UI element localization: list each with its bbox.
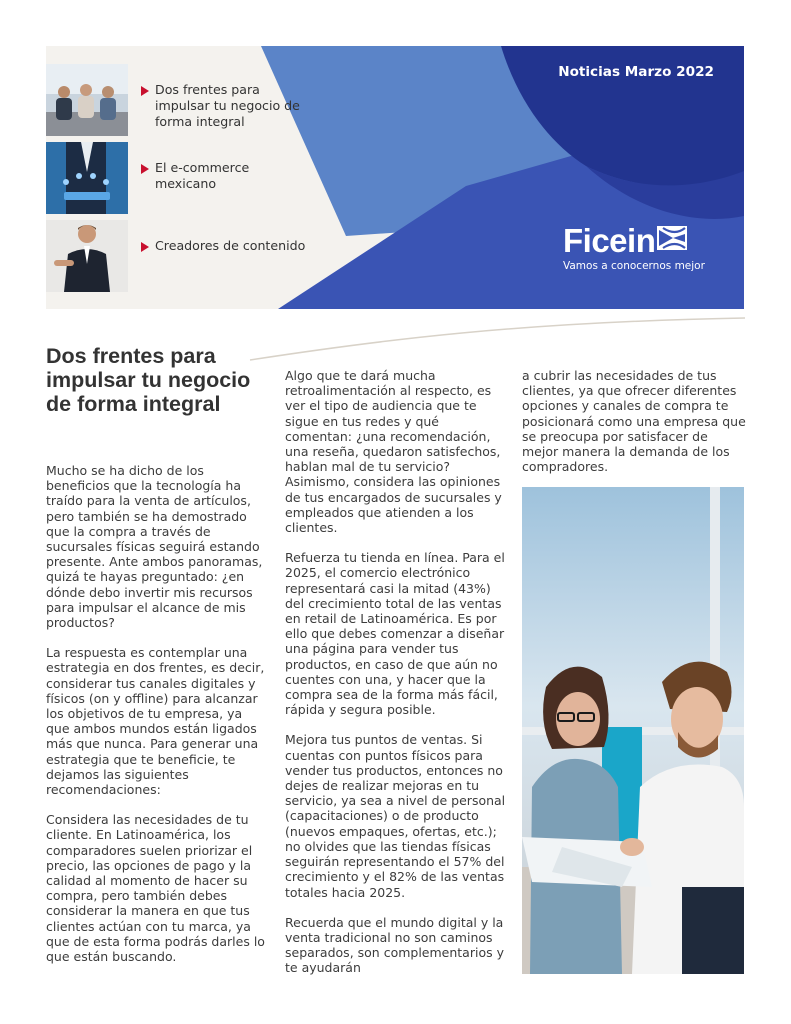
ficein-logo [563, 224, 705, 272]
toc-item-label: El e-commerce mexicano [155, 160, 250, 191]
paragraph: a cubrir las necesidades de tus clientes, ya que ofrecer diferentes opciones y canales de compra te posicionará como una empresa que se preocupa por satisfacer de mejor manera la demanda de los compradores. [522, 368, 746, 475]
logo-mark-icon [657, 224, 687, 258]
paragraph: Mejora tus puntos de ventas. Si cuentas con puntos físicos para vender tus productos, entonces no dejes de realizar mejoras en tu servicio, ya sea a nivel de personal (capacitaciones) o de producto (nuevos empaques, ofertas, etc.); no olvides que las tiendas físicas seguirán representando el 57% del crecimiento y el 82% de las ventas totales hacia 2025. [285, 732, 506, 900]
toc-item-dos-frentes[interactable] [141, 82, 305, 130]
toc-item-label: Creadores de contenido [155, 238, 306, 253]
man-pointing-photo [46, 220, 128, 292]
toc-item-creadores[interactable] [141, 238, 325, 254]
paragraph: Considera las necesidades de tu cliente. En Latinoamérica, los comparadores suelen priorizar el precio, las opciones de pago y la calidad al momento de hacer su compra, pero también debes considerar la manera en que tus clientes actúan con tu marca, ya que de esta forma podrás darles lo que están buscando. [46, 812, 265, 965]
paragraph: Recuerda que el mundo digital y la venta tradicional no son caminos separados, son complementarios y te ayudarán [285, 914, 504, 976]
header-banner [46, 46, 744, 309]
couple-reviewing-documents-photo [522, 487, 744, 974]
paragraph: Refuerza tu tienda en línea. Para el 2025, el comercio electrónico representará casi la mitad (43%) del crecimiento total de las ventas en retail de Latinoamérica. Es por ello que debes comenzar a diseñar una página para vender tus productos, en caso de que aún no cuentes con una, y hacer que la compra sea de la forma más fácil, rápida y segura posible. [285, 550, 505, 718]
paragraph: La respuesta es contemplar una estrategia en dos frentes, es decir, considerar tus canales digitales y físicos (on y offline) para alcanzar los objetivos de tu empresa, ya que ambos mundos están ligados más que nunca. Para generar una estrategia que te beneficie, te dejamos las siguientes recomendaciones: [46, 645, 265, 798]
article-column-3 [522, 368, 746, 489]
paragraph: Mucho se ha dicho de los beneficios que la tecnología ha traído para la venta de artículos, pero también se ha demostrado que la compra a través de sucursales físicas seguirá estando presente. Ante ambos panoramas, quizá te hayas preguntado: ¿en dónde debo invertir mis recursos para impulsar el alcance de mis productos? [46, 463, 263, 631]
paragraph: Algo que te dará mucha retroalimentación al respecto, es ver el tipo de audiencia que te sigue en tus redes y qué comentan: ¿una recomendación, una reseña, quedaron satisfechos, hablan mal de tu servicio? Asimismo, considera las opiniones de tus encargados de sucursales y empleados que atienden a los clientes. [285, 368, 502, 536]
toc-item-label: Dos frentes para impulsar tu negocio de forma integral [155, 82, 300, 129]
ecommerce-tablet-photo [46, 142, 128, 214]
arrow-right-icon [141, 164, 149, 174]
arrow-right-icon [141, 242, 149, 252]
article-column-1 [46, 463, 268, 979]
article-title: Dos frentes para impulsar tu negocio de forma integral [46, 344, 251, 416]
logo-tagline: Vamos a conocernos mejor [563, 260, 705, 272]
article-column-2 [285, 368, 507, 991]
issue-label: Noticias Marzo 2022 [558, 64, 714, 80]
logo-wordmark: Ficein [563, 222, 656, 259]
toc-item-ecommerce[interactable] [141, 160, 265, 192]
business-meeting-photo [46, 64, 128, 136]
arrow-right-icon [141, 86, 149, 96]
